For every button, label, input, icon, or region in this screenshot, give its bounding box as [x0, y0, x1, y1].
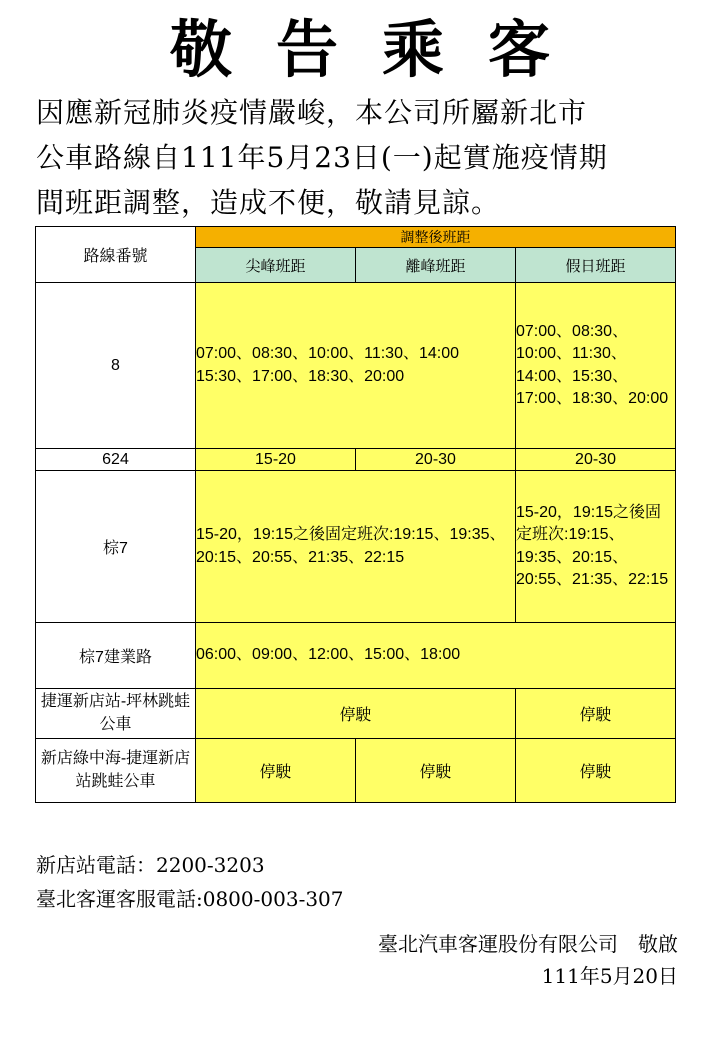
- table-header-row: [36, 227, 676, 248]
- signature-block: [378, 928, 678, 992]
- weekday-schedule: 07:00、08:30、10:00、11:30、14:00 15:30、17:00、18:30、20:00: [196, 283, 516, 449]
- table-row: [36, 449, 676, 471]
- offpeak-schedule: 20-30: [356, 449, 516, 471]
- notice-date: 111年5月20日: [541, 964, 678, 988]
- peak-schedule: 15-20: [196, 449, 356, 471]
- route-number: 棕7: [36, 471, 196, 623]
- contact-info: [36, 848, 344, 916]
- notice-line: 公車路線自111年5月23日(一)起實施疫情期: [36, 141, 608, 174]
- holiday-schedule: 07:00、08:30、10:00、11:30、14:00、15:30、17:00、18:30、20:00: [516, 283, 676, 449]
- table-row: [36, 471, 676, 623]
- notice-text: [36, 90, 696, 225]
- offpeak-header: 離峰班距: [356, 248, 516, 283]
- table-row: [36, 283, 676, 449]
- holiday-schedule: 15-20，19:15之後固定班次:19:15、19:35、20:15、20:55、21:35、22:15: [516, 471, 676, 623]
- station-phone: 新店站電話：2200-3203: [36, 853, 265, 877]
- all-days-schedule: 06:00、09:00、12:00、15:00、18:00: [196, 623, 676, 689]
- adjusted-header: 調整後班距: [196, 227, 676, 248]
- holiday-schedule: 停駛: [516, 689, 676, 739]
- service-phone: 臺北客運客服電話:0800-003-307: [36, 887, 344, 911]
- weekday-schedule: 15-20，19:15之後固定班次:19:15、19:35、20:15、20:55、21:35、22:15: [196, 471, 516, 623]
- route-number: 8: [36, 283, 196, 449]
- page-title: 敬告乘客: [169, 13, 594, 86]
- route-number: 捷運新店站-坪林跳蛙公車: [36, 689, 196, 739]
- schedule-table: [35, 226, 676, 803]
- holiday-schedule: 停駛: [516, 739, 676, 803]
- peak-header: 尖峰班距: [196, 248, 356, 283]
- table-row: [36, 623, 676, 689]
- holiday-header: 假日班距: [516, 248, 676, 283]
- route-number: 新店綠中海-捷運新店站跳蛙公車: [36, 739, 196, 803]
- notice-line: 因應新冠肺炎疫情嚴峻，本公司所屬新北市: [36, 96, 588, 129]
- notice-line: 間班距調整，造成不便，敬請見諒。: [36, 186, 501, 219]
- route-number: 624: [36, 449, 196, 471]
- route-number: 棕7建業路: [36, 623, 196, 689]
- offpeak-schedule: 停駛: [356, 739, 516, 803]
- weekday-schedule: 停駛: [196, 689, 516, 739]
- table-row: [36, 739, 676, 803]
- company-name: 臺北汽車客運股份有限公司 敬啟: [378, 932, 678, 956]
- peak-schedule: 停駛: [196, 739, 356, 803]
- holiday-schedule: 20-30: [516, 449, 676, 471]
- table-row: [36, 689, 676, 739]
- route-header: 路線番號: [36, 227, 196, 283]
